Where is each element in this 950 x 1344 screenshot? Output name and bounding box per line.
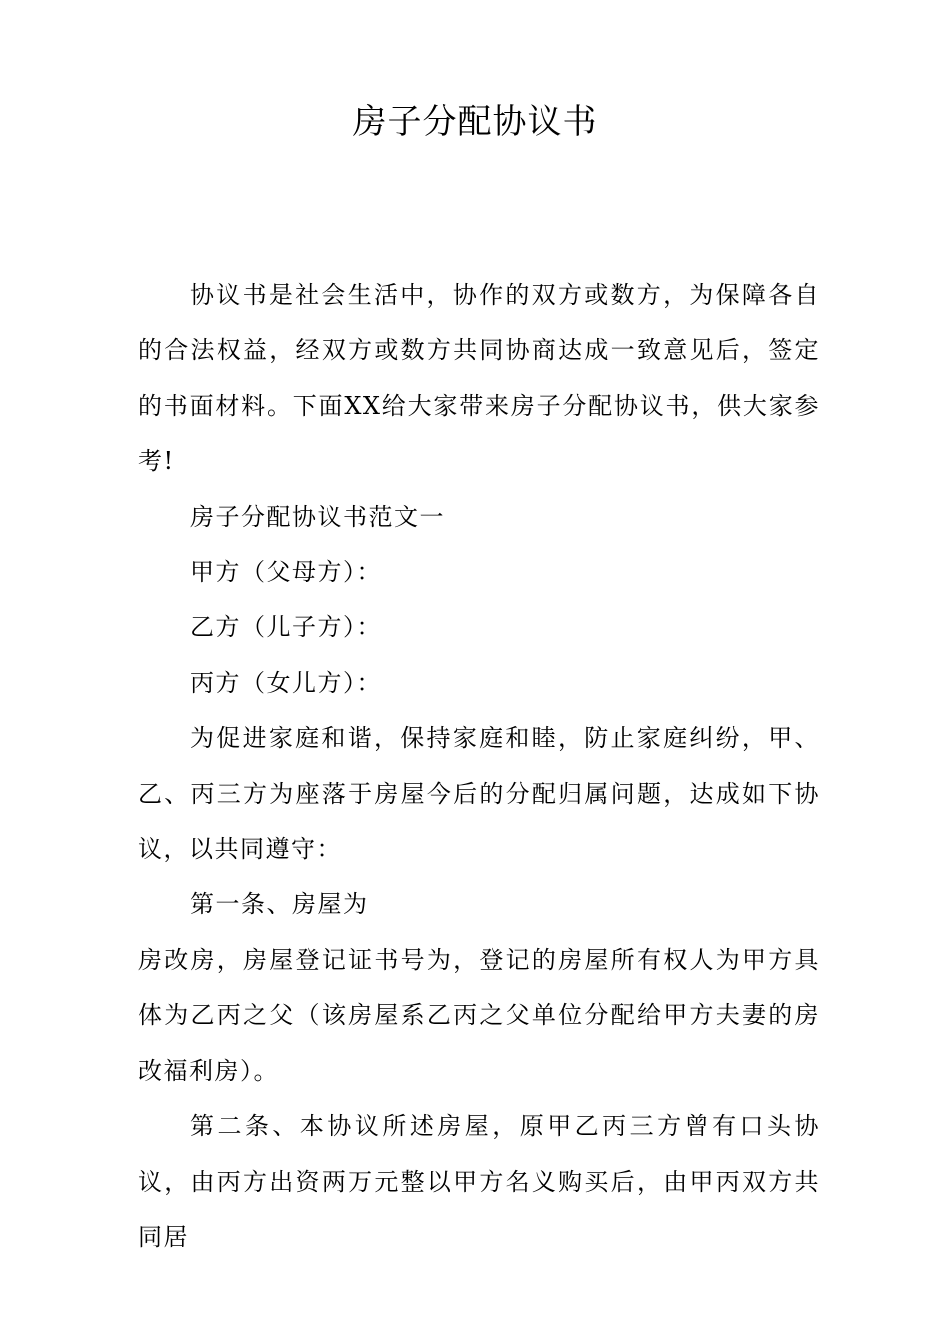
paragraph-article-1-body: 房改房，房屋登记证书号为，登记的房屋所有权人为甲方具体为乙丙之父（该房屋系乙丙之父单位分配给甲方夫妻的房改福利房）。: [138, 945, 820, 1085]
paragraph-intro: 协议书是社会生活中，协作的双方或数方，为保障各自的合法权益，经双方或数方共同协商达成一致意见后，签定的书面材料。下面XX给大家带来房子分配协议书，供大家参考!: [138, 281, 820, 476]
document-title: 房子分配协议书: [352, 102, 598, 142]
paragraph-party-a: 甲方（父母方）：: [190, 558, 382, 587]
paragraph-sample-heading: 房子分配协议书范文一: [190, 502, 445, 531]
paragraph-article-1-heading: 第一条、房屋为: [190, 890, 369, 919]
paragraph-party-b: 乙方（儿子方）：: [190, 613, 382, 642]
document-body: [138, 268, 820, 1265]
paragraph-article-2: 第二条、本协议所述房屋，原甲乙丙三方曾有口头协议，由丙方出资两万元整以甲方名义购买后，由甲丙双方共同居: [138, 1112, 820, 1251]
paragraph-party-c: 丙方（女儿方）：: [190, 668, 382, 697]
paragraph-purpose: 为促进家庭和谐，保持家庭和睦，防止家庭纠纷，甲、乙、丙三方为座落于房屋今后的分配归属问题，达成如下协议，以共同遵守：: [138, 724, 820, 864]
